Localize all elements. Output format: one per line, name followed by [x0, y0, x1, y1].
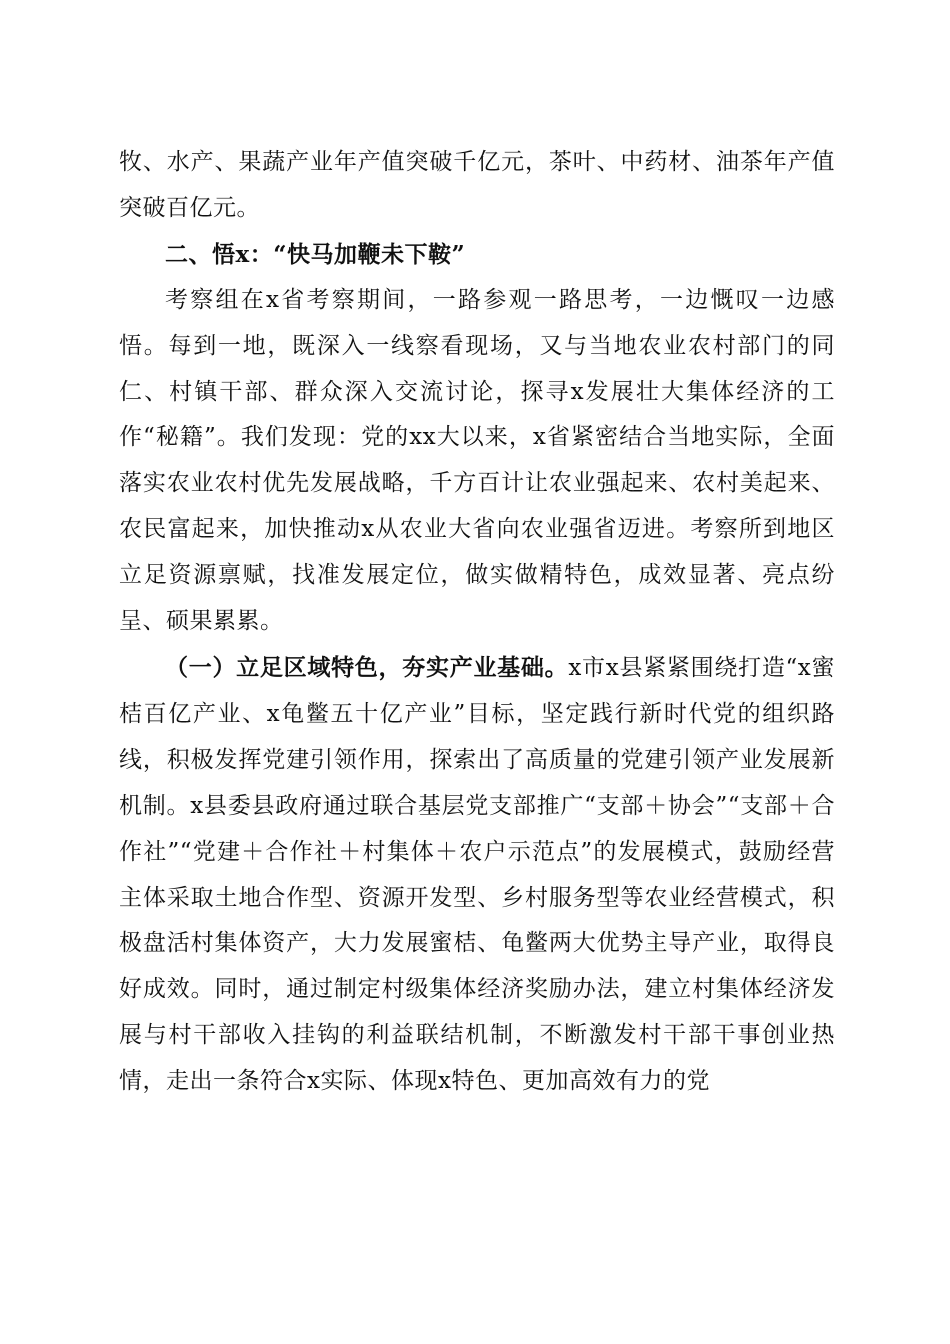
- subsection-paragraph: [119, 645, 835, 1105]
- document-body: [119, 140, 835, 1105]
- subsection-body: x市x县紧紧围绕打造“x蜜桔百亿产业、x龟鳖五十亿产业”目标，坚定践行新时代党的组织路线，积极发挥党建引领作用，探索出了高质量的党建引领产业发展新机制。x县委县政府通过联合基层党支部推广“支部＋协会”“支部＋合作社”“党建＋合作社＋村集体＋农户示范点”的发展模式，鼓励经营主体采取土地合作型、资源开发型、乡村服务型等农业经营模式，积极盘活村集体资产，大力发展蜜桔、龟鳖两大优势主导产业，取得良好成效。同时，通过制定村级集体经济奖励办法，建立村集体经济发展与村干部收入挂钩的利益联结机制，不断激发村干部干事创业热情，走出一条符合x实际、体现x特色、更加高效有力的党: [119, 654, 836, 1095]
- intro-paragraph: 考察组在x省考察期间，一路参观一路思考，一边慨叹一边感悟。每到一地，既深入一线察看现场，又与当地农业农村部门的同仁、村镇干部、群众深入交流讨论，探寻x发展壮大集体经济的工作“秘籍”。我们发现：党的xx大以来，x省紧密结合当地实际，全面落实农业农村优先发展战略，千方百计让农业强起来、农村美起来、农民富起来，加快推动x从农业大省向农业强省迈进。考察所到地区立足资源禀赋，找准发展定位，做实做精特色，成效显著、亮点纷呈、硕果累累。: [119, 286, 835, 635]
- section-heading: 二、悟x：“快马加鞭未下鞍”: [165, 240, 466, 268]
- continued-paragraph: 牧、水产、果蔬产业年产值突破千亿元，茶叶、中药材、油茶年产值突破百亿元。: [119, 149, 835, 221]
- subsection-heading: （一）立足区域特色，夯实产业基础。: [165, 653, 569, 681]
